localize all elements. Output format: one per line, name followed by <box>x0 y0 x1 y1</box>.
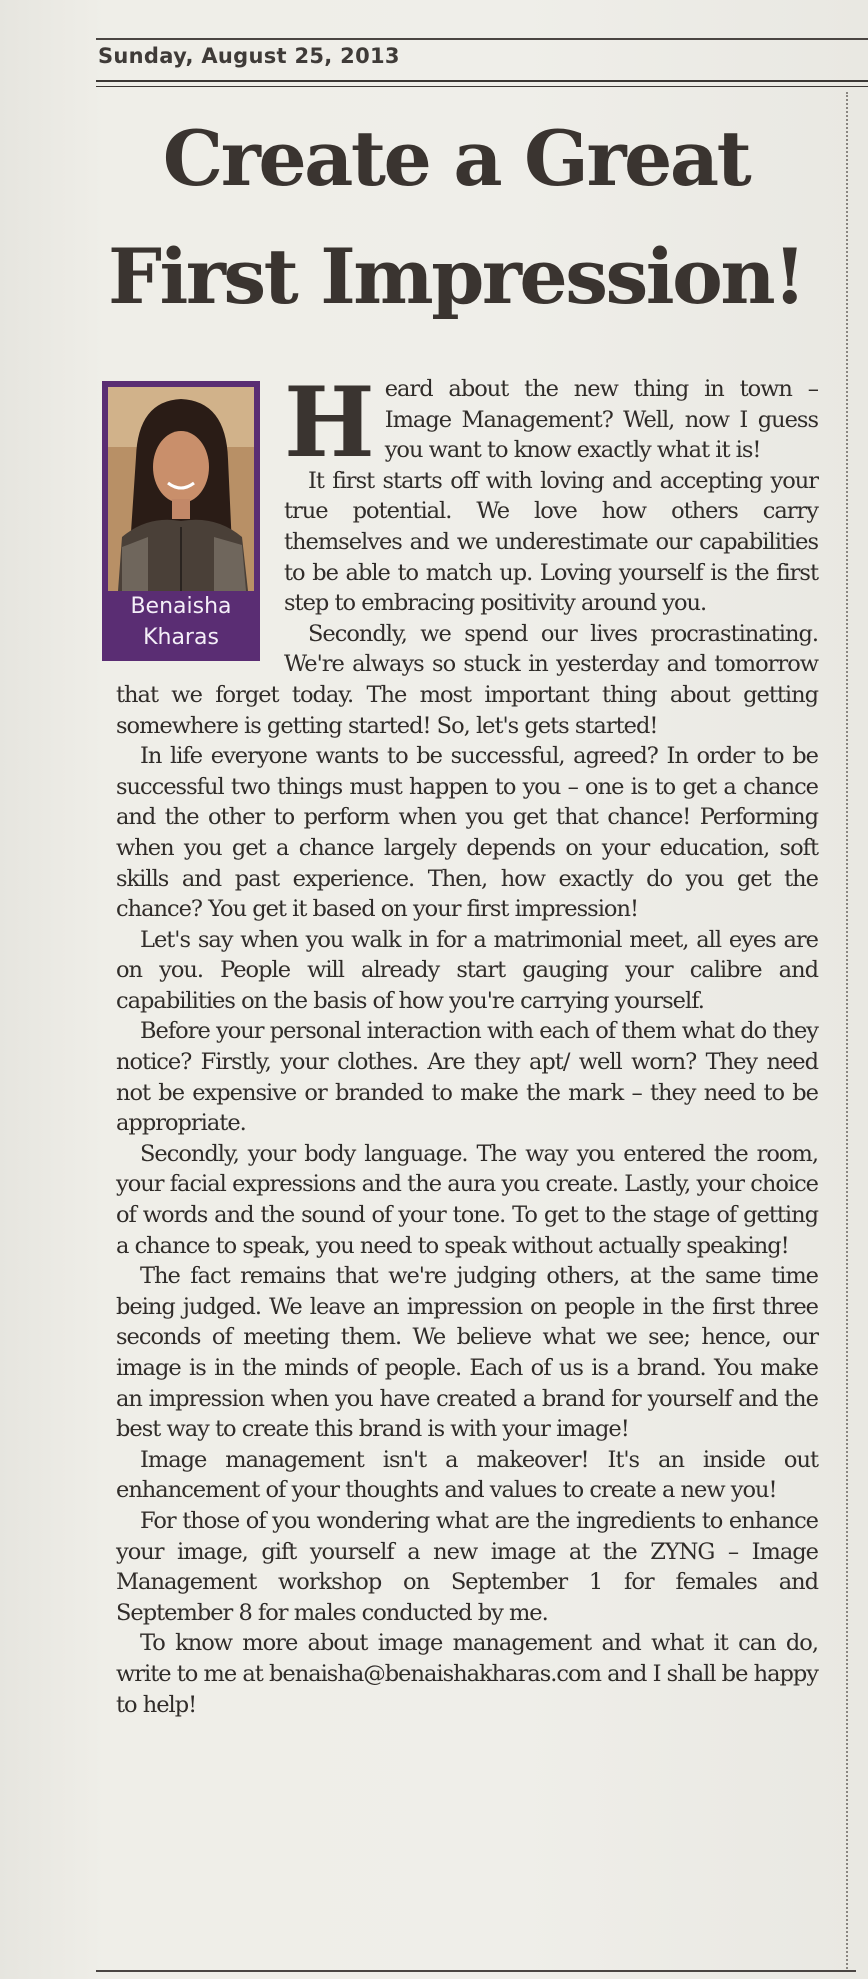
author-first-name: Benaisha <box>130 594 232 619</box>
headline-line-2: First Impression! <box>108 232 804 321</box>
headline <box>96 100 816 336</box>
author-last-name: Kharas <box>143 625 219 650</box>
dateline-rule <box>96 80 868 87</box>
dateline: Sunday, August 25, 2013 <box>98 44 400 68</box>
headline-line-1: Create a Great <box>162 114 750 203</box>
bottom-rule <box>96 1970 856 1972</box>
photo-spacer <box>116 374 284 670</box>
article-paragraph: In life everyone wants to be successful, agreed? In order to be successful two things must happen to you – one is to get a chance and the other to perform when you get that chance! Performing when you get a chance largely depends on your education, soft skills and past experience. Then, how exactly do you get the chance? You get it based on your first impression! <box>116 743 818 923</box>
article-paragraph: Image management isn't a makeover! It's an inside out enhancement of your thoughts and values to create a new you! <box>116 1446 818 1504</box>
column-divider <box>846 92 848 1972</box>
article-paragraph: It first starts off with loving and accepting your true potential. We love how others carry themselves and we underestimate our capabilities to be able to match up. Loving yourself is the first step to embracing positivity around you. <box>284 467 818 617</box>
article-paragraph: Secondly, we spend our lives procrastinating. We're always so stuck in yesterday and tomorrow that we forget today. The most important thing about getting somewhere is getting started! So, let's gets started! <box>116 620 818 739</box>
article-paragraph: Let's say when you walk in for a matrimonial meet, all eyes are on you. People will already start gauging your calibre and capabilities on the basis of how you're carrying yourself. <box>116 926 818 1014</box>
article-paragraph: The fact remains that we're judging others, at the same time being judged. We leave an impression on people in the first three seconds of meeting them. We believe what we see; hence, our image is in the minds of people. Each of us is a brand. You make an impression when you have created a brand for yourself and the best way to create this brand is with your image! <box>116 1263 818 1443</box>
paragraph-1-text: eard about the new thing in town – Image Management? Well, now I guess you want to know exactly what it is! <box>384 376 818 464</box>
drop-cap: H <box>284 366 375 479</box>
article-body <box>116 366 818 1720</box>
top-rule <box>96 38 868 40</box>
article-paragraph: Secondly, your body language. The way you entered the room, your facial expressions and the aura you create. Lastly, your choice of words and the sound of your tone. To get to the stage of getting a chance to speak, you need to speak without actually speaking! <box>116 1140 818 1259</box>
article-paragraph: Before your personal interaction with each of them what do they notice? Firstly, your clothes. Are they apt/ well worn? They need not be expensive or branded to make the mark – they need to be appropriate. <box>116 1018 818 1137</box>
article-paragraph: For those of you wondering what are the ingredients to enhance your image, gift yourself a new image at the ZYNG – Image Management workshop on September 1 for females and September 8 for males conducted by me. <box>116 1507 818 1626</box>
article-paragraph: To know more about image management and what it can do, write to me at benaisha@benaishakharas.com and I shall be happy to help! <box>116 1630 818 1718</box>
